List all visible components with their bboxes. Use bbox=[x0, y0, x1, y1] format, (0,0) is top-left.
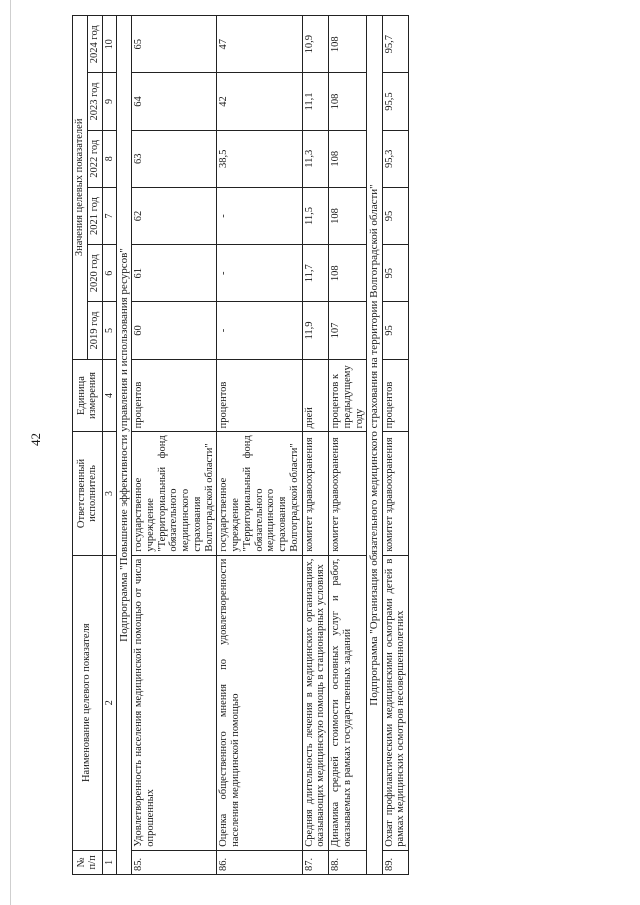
value-2023: 95,5 bbox=[382, 73, 409, 130]
value-2022: 108 bbox=[329, 130, 367, 187]
value-2022: 38,5 bbox=[217, 130, 302, 187]
column-number: 7 bbox=[102, 187, 116, 244]
table-row bbox=[132, 16, 217, 875]
row-number: 85. bbox=[132, 850, 217, 874]
table-row bbox=[382, 16, 409, 875]
page-number: 42 bbox=[28, 433, 43, 446]
unit: процентов bbox=[382, 359, 409, 432]
subprogram-title: Подпрограмма "Организация обязательного медицинского страхования на территории Волгоградской области" bbox=[367, 16, 382, 875]
header-year: 2021 год bbox=[87, 187, 102, 244]
indicator-name: Охват профилактическими медицинскими осмотрами детей в рамках медицинских осмотров несовершеннолетних bbox=[382, 555, 409, 850]
value-2024: 108 bbox=[329, 16, 367, 73]
unit: дней bbox=[302, 359, 329, 432]
header-row-1 bbox=[73, 16, 88, 875]
value-2024: 47 bbox=[217, 16, 302, 73]
subprogram-title: Подпрограмма "Повышение эффективности управления и использования ресурсов" bbox=[116, 16, 131, 875]
table-row bbox=[302, 16, 329, 875]
header-year: 2019 год bbox=[87, 302, 102, 359]
row-number: 88. bbox=[329, 850, 367, 874]
subprogram-row bbox=[116, 16, 131, 875]
value-2024: 10,9 bbox=[302, 16, 329, 73]
row-number: 87. bbox=[302, 850, 329, 874]
value-2022: 63 bbox=[132, 130, 217, 187]
column-number-row bbox=[102, 16, 116, 875]
value-2024: 95,7 bbox=[382, 16, 409, 73]
value-2019: - bbox=[217, 302, 302, 359]
value-2019: 11,9 bbox=[302, 302, 329, 359]
column-number: 8 bbox=[102, 130, 116, 187]
table-row bbox=[329, 16, 367, 875]
table-row bbox=[217, 16, 302, 875]
rotated-table-page bbox=[72, 15, 620, 875]
value-2021: 95 bbox=[382, 187, 409, 244]
value-2024: 65 bbox=[132, 16, 217, 73]
unit: процентов к предыдущему году bbox=[329, 359, 367, 432]
scan-edge-line bbox=[10, 0, 11, 905]
executor: государственное учреждение "Территориальный фонд обязательного медицинского страхования Волгоградской области" bbox=[132, 432, 217, 555]
column-number: 1 bbox=[102, 850, 116, 874]
value-2020: 108 bbox=[329, 245, 367, 302]
value-2021: 11,5 bbox=[302, 187, 329, 244]
value-2020: 11,7 bbox=[302, 245, 329, 302]
executor: государственное учреждение "Территориальный фонд обязательного медицинского страхования Волгоградской области" bbox=[217, 432, 302, 555]
value-2022: 95,3 bbox=[382, 130, 409, 187]
header-values-group: Значения целевых показателей bbox=[73, 16, 88, 360]
value-2021: - bbox=[217, 187, 302, 244]
value-2023: 64 bbox=[132, 73, 217, 130]
column-number: 9 bbox=[102, 73, 116, 130]
column-number: 3 bbox=[102, 432, 116, 555]
unit: процентов bbox=[217, 359, 302, 432]
header-year: 2023 год bbox=[87, 73, 102, 130]
header-name: Наименование целевого показателя bbox=[73, 555, 103, 850]
header-year: 2022 год bbox=[87, 130, 102, 187]
column-number: 4 bbox=[102, 359, 116, 432]
header-unit: Единица измерения bbox=[73, 359, 103, 432]
header-year: 2020 год bbox=[87, 245, 102, 302]
value-2019: 60 bbox=[132, 302, 217, 359]
header-num: № п/п bbox=[73, 850, 103, 874]
executor: комитет здравоохранения bbox=[329, 432, 367, 555]
executor: комитет здравоохранения bbox=[382, 432, 409, 555]
row-number: 89. bbox=[382, 850, 409, 874]
indicator-name: Оценка общественного мнения по удовлетворенности населения медицинской помощью bbox=[217, 555, 302, 850]
value-2021: 62 bbox=[132, 187, 217, 244]
row-number: 86. bbox=[217, 850, 302, 874]
column-number: 6 bbox=[102, 245, 116, 302]
subprogram-row bbox=[367, 16, 382, 875]
value-2020: 61 bbox=[132, 245, 217, 302]
column-number: 2 bbox=[102, 555, 116, 850]
value-2023: 11,1 bbox=[302, 73, 329, 130]
indicator-name: Динамика средней стоимости основных услуг и работ, оказываемых в рамках государственных заданий bbox=[329, 555, 367, 850]
column-number: 5 bbox=[102, 302, 116, 359]
unit: процентов bbox=[132, 359, 217, 432]
value-2023: 42 bbox=[217, 73, 302, 130]
target-indicators-table bbox=[72, 15, 409, 875]
value-2020: 95 bbox=[382, 245, 409, 302]
column-number: 10 bbox=[102, 16, 116, 73]
value-2023: 108 bbox=[329, 73, 367, 130]
value-2019: 107 bbox=[329, 302, 367, 359]
header-year: 2024 год bbox=[87, 16, 102, 73]
indicator-name: Средняя длительность лечения в медицинских организациях, оказывающих медицинскую помощь в стационарных условиях bbox=[302, 555, 329, 850]
value-2020: - bbox=[217, 245, 302, 302]
value-2021: 108 bbox=[329, 187, 367, 244]
value-2019: 95 bbox=[382, 302, 409, 359]
indicator-name: Удовлетворенность населения медицинской помощью от числа опрошенных bbox=[132, 555, 217, 850]
executor: комитет здравоохранения bbox=[302, 432, 329, 555]
value-2022: 11,3 bbox=[302, 130, 329, 187]
header-executor: Ответственный исполнитель bbox=[73, 432, 103, 555]
